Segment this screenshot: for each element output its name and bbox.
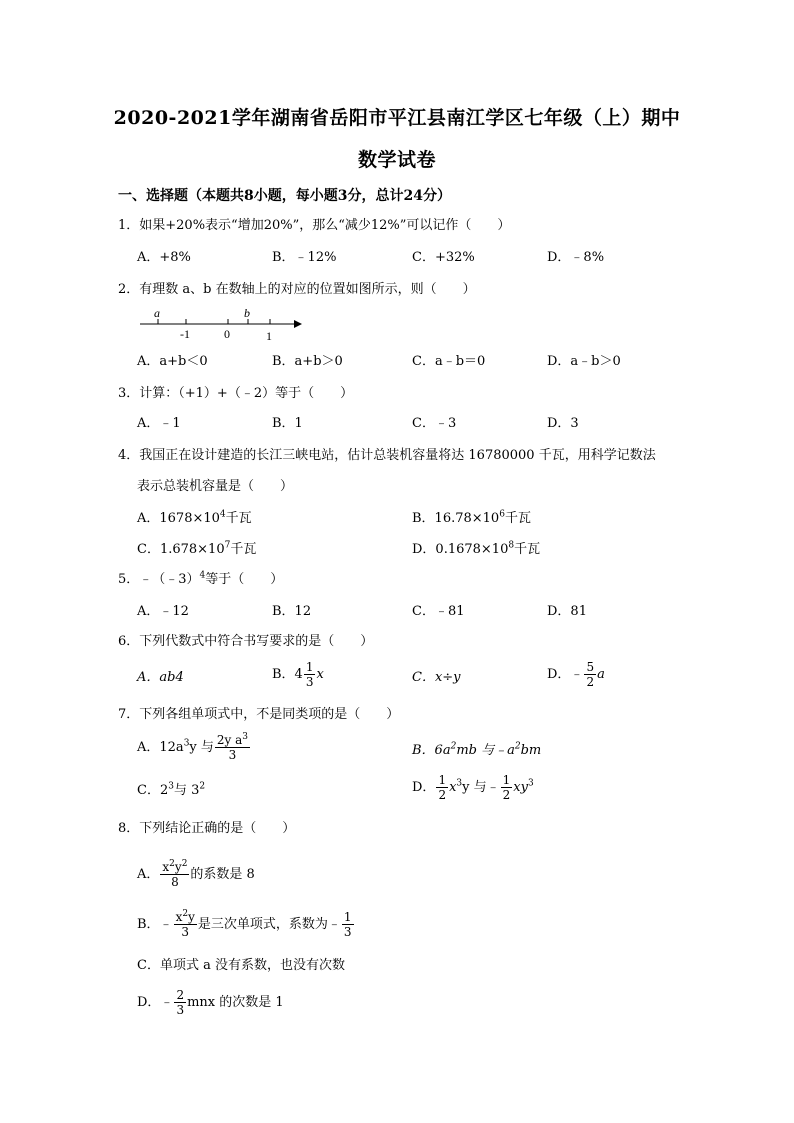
q4-option-a: A．$1678\times 10^4$千瓦 (137, 509, 252, 526)
q4-option-b: B．$16.78\times 10^6$千瓦 (412, 509, 531, 526)
q3-option-a: A．﹣1 (137, 416, 181, 431)
q6-option-a: A．ab4 (137, 670, 184, 685)
q3-option-b: B．1 (272, 416, 303, 431)
section-heading: 一、选择题（本题共8小题，每小题3分，总计24分） (118, 188, 451, 204)
question-5-stem: 5．﹣（﹣3）$^4$等于（ ） (118, 570, 284, 587)
label-zero: 0 (224, 327, 230, 341)
q4-option-d: D．$0.1678\times 10^8$千瓦 (412, 540, 541, 557)
question-6-stem: 6．下列代数式中符合书写要求的是（ ） (118, 634, 374, 649)
q1-option-a: A．+8% (137, 250, 191, 265)
q6-option-d: D．﹣ $\frac{5}{2}$ a (547, 660, 605, 689)
page-title-line1: 2020-2021学年湖南省岳阳市平江县南江学区七年级（上）期中 (113, 107, 681, 129)
q7-option-a: A．$12a^3y$ 与 $\frac{2y a^3}{3}$ (137, 732, 249, 762)
q5-option-c: C．﹣81 (412, 604, 465, 619)
question-3-stem: 3．计算：（+1）+（﹣2）等于（ ） (118, 386, 354, 401)
q2-option-a: A．a+b＜0 (137, 354, 208, 369)
q5-option-a: A．﹣12 (137, 604, 189, 619)
q8-option-c: C．单项式 a 没有系数，也没有次数 (137, 958, 345, 973)
q3-option-c: C．﹣3 (412, 416, 457, 431)
q7-option-c: C．$2^3$与 $3^2$ (137, 781, 206, 798)
page-title-line2: 数学试卷 (357, 149, 436, 171)
q8-option-b: B．﹣ $\frac{x^2y}{3}$ 是三次单项式，系数为﹣ $\frac{1}{3}$ (137, 909, 352, 939)
question-1-stem: 1．如果+20%表示“增加20%”，那么“减少12%”可以记作（ ） (118, 218, 511, 233)
label-a: a (154, 306, 160, 320)
question-4-stem-line2: 表示总装机容量是（ ） (137, 479, 294, 494)
q2-option-c: C．a﹣b＝0 (412, 354, 486, 369)
question-8-stem: 8．下列结论正确的是（ ） (118, 821, 296, 836)
q8-option-d: D．﹣ $\frac{2}{3}$ mnx 的次数是 1 (137, 988, 284, 1017)
question-2-stem: 2．有理数 a、b 在数轴上的对应的位置如图所示，则（ ） (118, 282, 476, 297)
label-minus-one: -1 (180, 327, 190, 341)
question-4-stem-line1: 4．我国正在设计建造的长江三峡电站，估计总装机容量将达 16780000 千瓦，用科学记数法 (118, 448, 656, 463)
q1-option-c: C．+32% (412, 250, 475, 265)
number-line-figure (140, 306, 310, 344)
q4-option-c: C．$1.678\times 10^7$千瓦 (137, 540, 257, 557)
q3-option-d: D．3 (547, 416, 579, 431)
question-7-stem: 7．下列各组单项式中，不是同类项的是（ ） (118, 707, 400, 722)
q8-option-a: A． $\frac{x^2y^2}{8}$ 的系数是 8 (137, 859, 255, 889)
q2-option-b: B．a+b＞0 (272, 354, 343, 369)
q6-option-c: C．x÷y (412, 670, 461, 685)
label-one: 1 (266, 329, 272, 343)
q5-option-b: B．12 (272, 604, 312, 619)
q1-option-b: B．﹣12% (272, 250, 337, 265)
q1-option-d: D．﹣8% (547, 250, 605, 265)
q5-option-d: D．81 (547, 604, 587, 619)
label-b: b (244, 306, 250, 320)
q7-option-b: B．$6a^2mb$ 与$﹣a^2bm$ (412, 741, 542, 758)
q7-option-d: D． $\frac{1}{2}$ $x^3y$ 与﹣ $\frac{1}{2}$ $xy^3$ (412, 773, 534, 802)
q6-option-b: B．4 $\frac{1}{3}$ x (272, 660, 324, 689)
q2-option-d: D．a﹣b＞0 (547, 354, 621, 369)
number-line-arrow-icon (294, 320, 302, 328)
